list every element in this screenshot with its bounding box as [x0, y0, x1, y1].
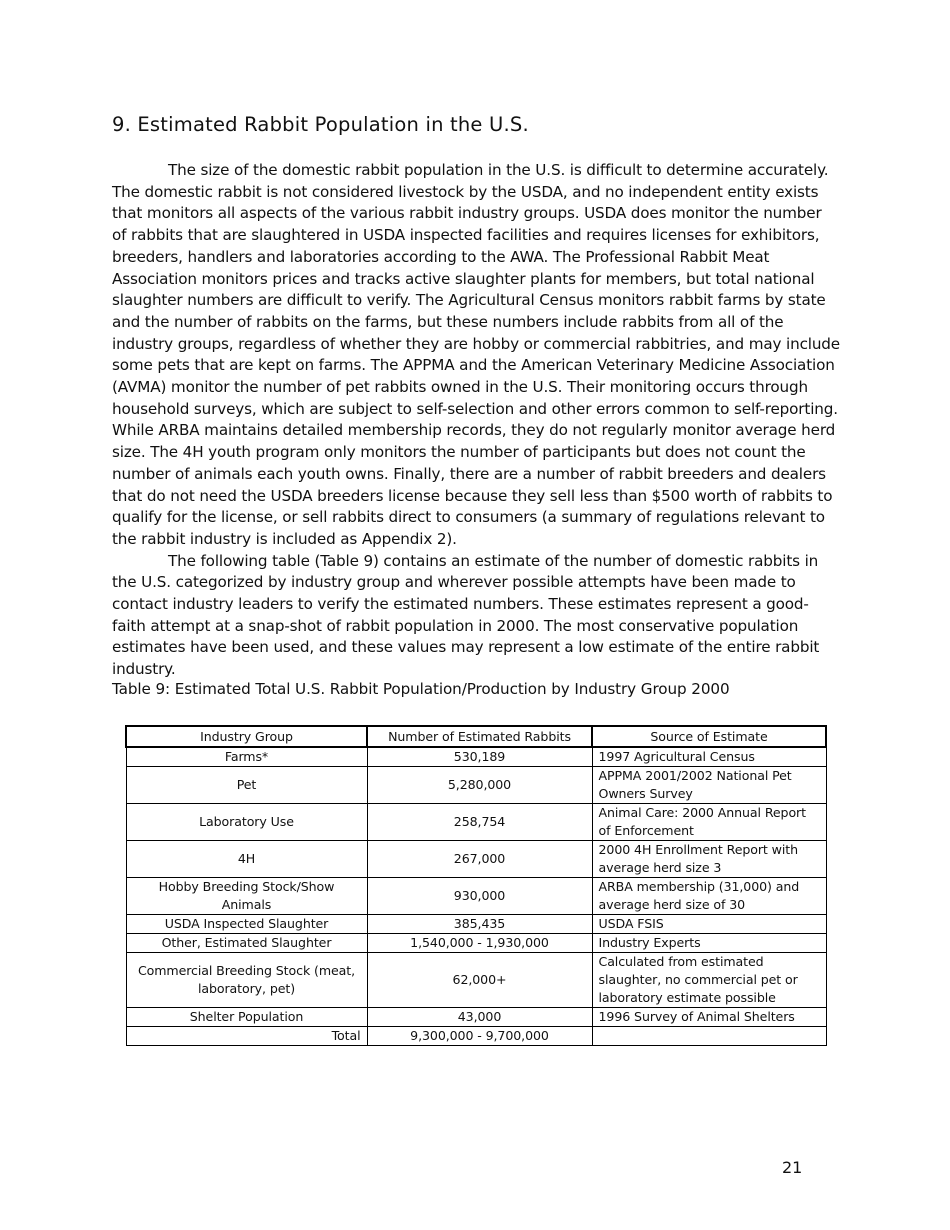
table-row [126, 804, 826, 841]
estimate-cell: 1,540,000 - 1,930,000 [367, 934, 592, 953]
column-header-number: Number of Estimated Rabbits [367, 726, 592, 747]
source-cell: 2000 4H Enrollment Report with average herd size 3 [592, 841, 826, 878]
source-cell: APPMA 2001/2002 National Pet Owners Survey [592, 767, 826, 804]
rabbit-population-table [125, 725, 827, 1046]
estimate-cell: 62,000+ [367, 953, 592, 1008]
estimate-cell: 267,000 [367, 841, 592, 878]
estimate-cell: 43,000 [367, 1008, 592, 1027]
total-source-cell [592, 1027, 826, 1046]
estimate-cell: 258,754 [367, 804, 592, 841]
table-row [126, 915, 826, 934]
table-header-row [126, 726, 826, 747]
table-row [126, 934, 826, 953]
column-header-source: Source of Estimate [592, 726, 826, 747]
industry-group-cell: Hobby Breeding Stock/Show Animals [126, 878, 367, 915]
estimate-cell: 385,435 [367, 915, 592, 934]
source-cell: Calculated from estimated slaughter, no commercial pet or laboratory estimate possible [592, 953, 826, 1008]
table-row [126, 1008, 826, 1027]
total-label-cell: Total [126, 1027, 367, 1046]
table-row [126, 953, 826, 1008]
industry-group-cell: USDA Inspected Slaughter [126, 915, 367, 934]
page-number: 21 [782, 1158, 803, 1177]
estimate-cell: 530,189 [367, 747, 592, 767]
industry-group-cell: Other, Estimated Slaughter [126, 934, 367, 953]
table-row [126, 747, 826, 767]
source-cell: Animal Care: 2000 Annual Report of Enforcement [592, 804, 826, 841]
source-cell: 1997 Agricultural Census [592, 747, 826, 767]
industry-group-cell: Farms* [126, 747, 367, 767]
estimate-cell: 5,280,000 [367, 767, 592, 804]
paragraph: The following table (Table 9) contains an estimate of the number of domestic rabbits in the U.S. categorized by industry group and wherever possible attempts have been made to contact industry leaders to verify the estimated numbers. These estimates represent a good-faith attempt at a snap-shot of rabbit population in 2000. The most conservative population estimates have been used, and these values may represent a low estimate of the entire rabbit industry. [112, 551, 820, 679]
column-header-industry-group: Industry Group [126, 726, 367, 747]
industry-group-cell: 4H [126, 841, 367, 878]
industry-group-cell: Pet [126, 767, 367, 804]
estimate-cell: 930,000 [367, 878, 592, 915]
industry-group-cell: Shelter Population [126, 1008, 367, 1027]
source-cell: Industry Experts [592, 934, 826, 953]
source-cell: ARBA membership (31,000) and average herd size of 30 [592, 878, 826, 915]
table-row [126, 767, 826, 804]
total-estimate-cell: 9,300,000 - 9,700,000 [367, 1027, 592, 1046]
source-cell: 1996 Survey of Animal Shelters [592, 1008, 826, 1027]
paragraph: The size of the domestic rabbit population in the U.S. is difficult to determine accurately. The domestic rabbit is not considered livestock by the USDA, and no independent entity exists that monitors all aspects of the various rabbit industry groups. USDA does monitor the number of rabbits that are slaughtered in USDA inspected facilities and requires licenses for exhibitors, breeders, handlers and laboratories according to the AWA. The Professional Rabbit Meat Association monitors prices and tracks active slaughter plants for members, but total national slaughter numbers are difficult to verify. The Agricultural Census monitors rabbit farms by state and the number of rabbits on the farms, but these numbers include rabbits from all of the industry groups, regardless of whether they are hobby or commercial rabbitries, and may include some pets that are kept on farms. The APPMA and the American Veterinary Medicine Association (AVMA) monitor the number of pet rabbits owned in the U.S. Their monitoring occurs through household surveys, which are subject to self-selection and other errors common to self-reporting. While ARBA maintains detailed membership records, they do not regularly monitor average herd size. The 4H youth program only monitors the number of participants but does not count the number of animals each youth owns. Finally, there are a number of rabbit breeders and dealers that do not need the USDA breeders license because they sell less than $500 worth of rabbits to qualify for the license, or sell rabbits direct to consumers (a summary of regulations relevant to the rabbit industry is included as Appendix 2). [112, 161, 840, 548]
body-text [112, 160, 840, 681]
table-row [126, 878, 826, 915]
section-heading: 9. Estimated Rabbit Population in the U.S. [112, 113, 529, 136]
industry-group-cell: Laboratory Use [126, 804, 367, 841]
table-row [126, 841, 826, 878]
industry-group-cell: Commercial Breeding Stock (meat, laboratory, pet) [126, 953, 367, 1008]
source-cell: USDA FSIS [592, 915, 826, 934]
table-caption: Table 9: Estimated Total U.S. Rabbit Population/Production by Industry Group 2000 [112, 680, 730, 698]
table-total-row [126, 1027, 826, 1046]
